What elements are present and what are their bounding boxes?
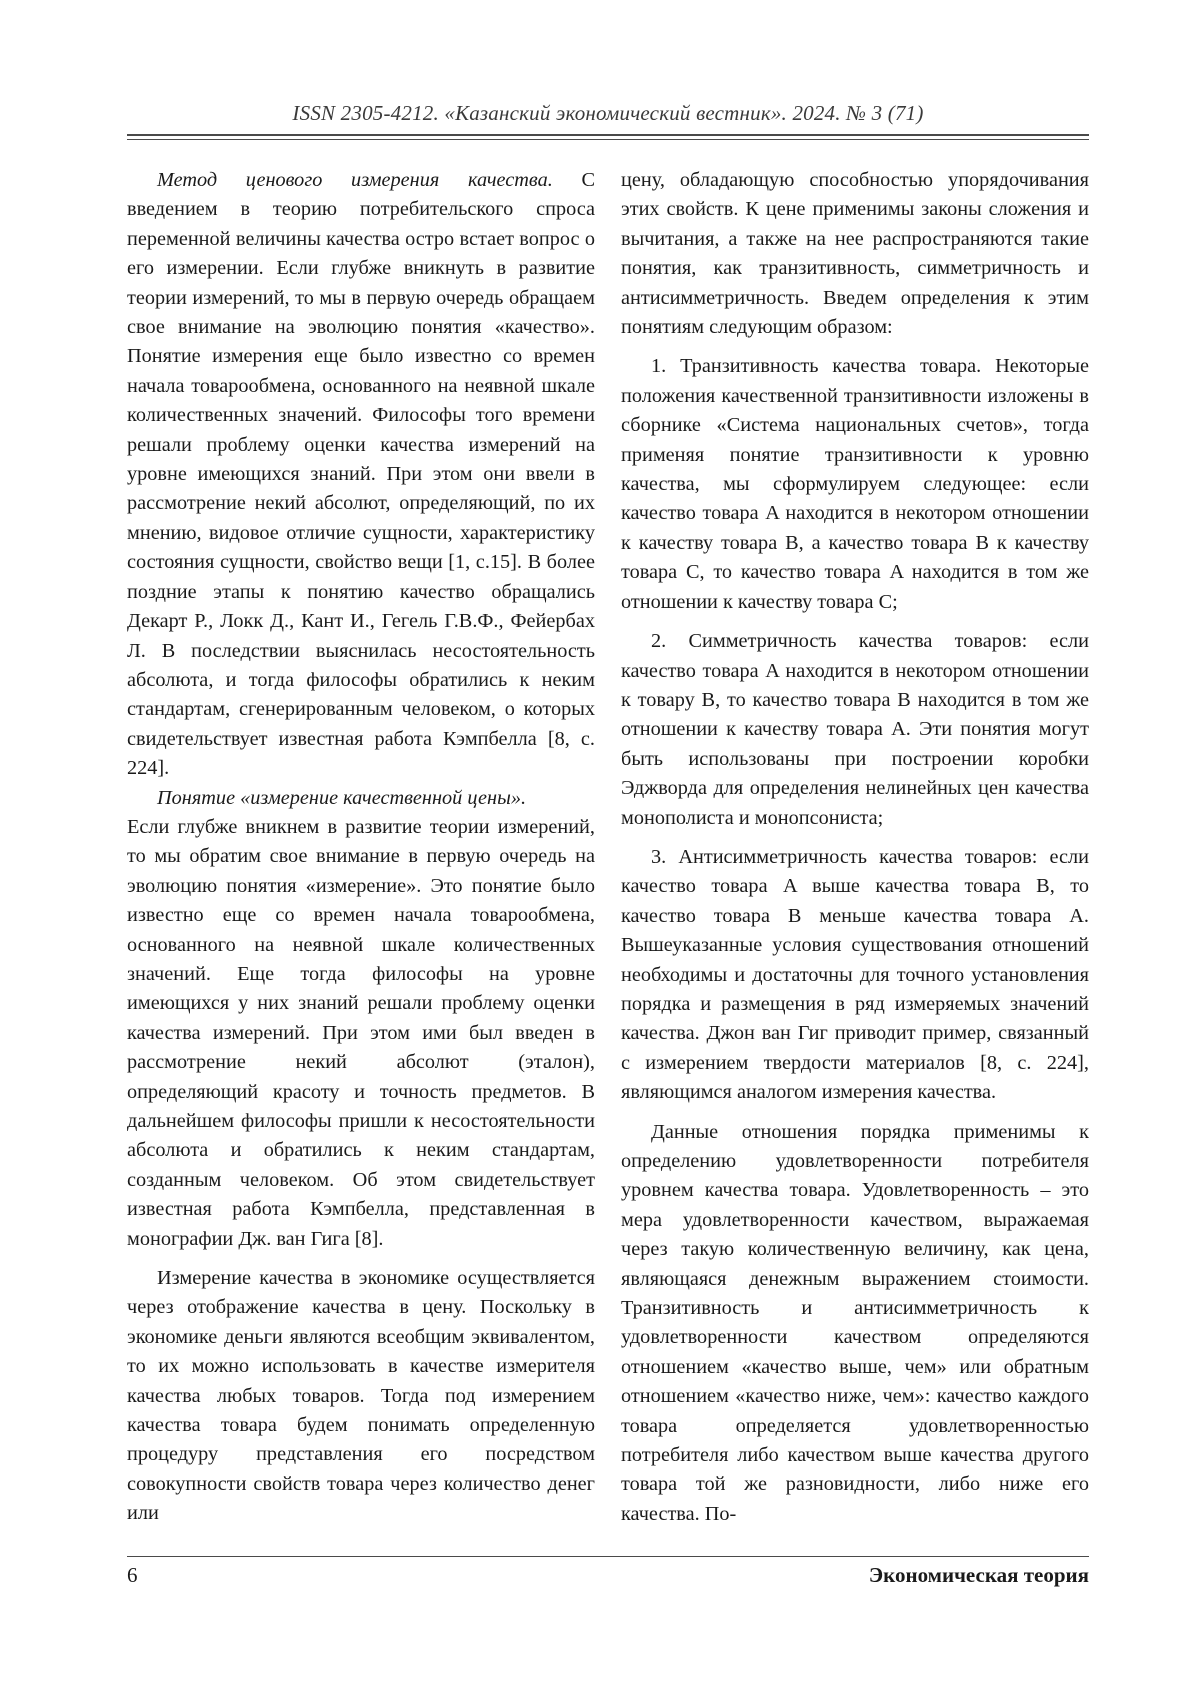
paragraph-concept-lead xyxy=(127,784,595,813)
footer-rule xyxy=(127,1556,1089,1557)
header-rule xyxy=(127,134,1089,136)
paragraph-concept-text: Если глубже вникнем в развитие теории измерений, то мы обратим свое внимание в первую очередь на эволюцию понятия «измерение». Это понятие было известно еще со времен начала товарообмена, основанного на неявной шкале количественных значений. Еще тогда философы на уровне имеющихся у них знаний решали проблему оценки качества измерений. При этом ими был введен в рассмотрение некий абсолют (эталон), определяющий красоту и точность предметов. В дальнейшем философы пришли к несостоятельности абсолюта и обратились к неким стандартам, созданным человеком. Об этом свидетельствует известная работа Кэмпбелла, представленная в монографии Дж. ван Гига [8]. xyxy=(127,815,595,1250)
section-title: Экономическая теория xyxy=(868,1563,1089,1587)
list-item-antisymmetry: 3. Антисимметричность качества товаров: если качество товара A выше качества товара B, то качество товара B меньше качества товара A. Вышеуказанные условия существования отношений необходимы и достаточны для точного установления порядка и размещения в ряд измеряемых значений качества. Джон ван Гиг приводит пример, связанный с измерением твердости материалов [8, с. 224], являющимся аналогом измерения качества. xyxy=(621,845,1089,1104)
paragraph-continuation: цену, обладающую способностью упорядочивания этих свойств. К цене применимы законы сложения и вычитания, а также на нее распространяются такие понятия, как транзитивность, симметричность и антисимметричность. Введем определения к этим понятиям следующим образом: xyxy=(621,169,1089,339)
list-item-transitivity: 1. Транзитивность качества товара. Некоторые положения качественной транзитивности изложены в сборнике «Система национальных счетов», тогда применяя понятие транзитивности к уровню качества, мы сформулируем следующее: если качество товара A находится в некотором отношении к качеству товара B, а качество товара B к качеству товара C, то качество товара A находится в том же отношении к качеству товара C; xyxy=(621,355,1089,613)
list-item-symmetry: 2. Симметричность качества товаров: если качество товара A находится в некотором отношении к товару B, то качество товара B находится в том же отношении к качеству товара A. Эти понятия могут быть использованы при построении коробки Эджворда для определения нелинейных цен качества монополиста и монопсониста; xyxy=(621,630,1089,829)
right-column xyxy=(621,166,1089,1529)
paragraph-lead: Понятие «измерение качественной цены». xyxy=(157,786,527,809)
paragraph-method xyxy=(127,166,595,784)
header-rule-thin xyxy=(127,139,1089,140)
paragraph-satisfaction: Данные отношения порядка применимы к определению удовлетворенности потребителя уровнем качества товара. Удовлетворенность – это мера удовлетворенности качеством, выражаемая через такую количественную величину, как цена, являющаяся денежным выражением стоимости. Транзитивность и антисимметричность к удовлетворенности качеством определяются отношением «качество выше, чем» или обратным отношением «качество ниже, чем»: качество каждого товара определяется удовлетворенностью потребителя либо качеством выше качества другого товара той же разновидности, либо ниже его качества. По- xyxy=(621,1120,1089,1525)
paragraph-text: С введением в теорию потребительского спроса переменной величины качества остро встает вопрос о его измерении. Если глубже вникнуть в развитие теории измерений, то мы в первую очередь обращаем свое внимание на эволюцию понятия «качество». Понятие измерения еще было известно со времен начала товарообмена, основанного на неявной шкале количественных значений. Философы того времени решали проблему оценки качества измерений на уровне имеющихся знаний. При этом они ввели в рассмотрение некий абсолют, определяющий, по их мнению, видовое отличие сущности, характеристику состояния сущности, свойство вещи [1, с.15]. В более поздние этапы к понятию качество обращались Декарт Р., Локк Д., Кант И., Гегель Г.В.Ф., Фейербах Л. В последствии выяснилась несостоятельность абсолюта, и тогда философы обратились к неким стандартам, сгенерированным человеком, о которых свидетельствует известная работа Кэмпбелла [8, с. 224]. xyxy=(127,169,595,780)
left-column xyxy=(127,166,595,1529)
paragraph-lead: Метод ценового измерения качества. xyxy=(157,169,553,191)
journal-header: ISSN 2305-4212. «Казанский экономический вестник». 2024. № 3 (71) xyxy=(292,101,924,125)
paragraph-measurement: Измерение качества в экономике осуществляется через отображение качества в цену. Поскольку в экономике деньги являются всеобщим эквивалентом, то их можно использовать в качестве измерителя качества любых товаров. Тогда под измерением качества товара будем понимать определенную процедуру представления его посредством совокупности свойств товара через количество денег или xyxy=(127,1267,595,1525)
page-number: 6 xyxy=(127,1563,138,1587)
